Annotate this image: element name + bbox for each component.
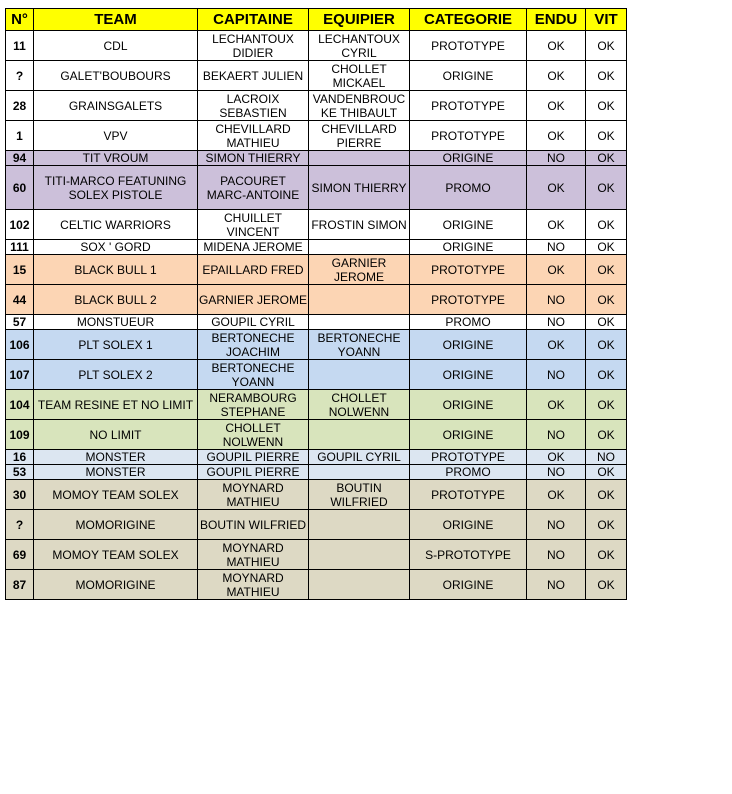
cell-equipier: CHOLLET MICKAEL [309, 61, 410, 91]
cell-endu: NO [527, 151, 586, 166]
cell-number: 69 [6, 540, 34, 570]
table-row [6, 240, 627, 255]
header-equipier: EQUIPIER [309, 9, 410, 31]
cell-vit: OK [586, 390, 627, 420]
header-row [6, 9, 627, 31]
cell-number: 16 [6, 450, 34, 465]
cell-endu: NO [527, 420, 586, 450]
cell-team: VPV [34, 121, 198, 151]
cell-team: MONSTER [34, 450, 198, 465]
cell-endu: NO [527, 465, 586, 480]
table-row [6, 255, 627, 285]
cell-vit: OK [586, 510, 627, 540]
cell-team: GALET'BOUBOURS [34, 61, 198, 91]
cell-vit: NO [586, 450, 627, 465]
cell-equipier [309, 540, 410, 570]
cell-number: 11 [6, 31, 34, 61]
cell-categorie: ORIGINE [410, 390, 527, 420]
cell-categorie: PROMO [410, 166, 527, 210]
header-categorie: CATEGORIE [410, 9, 527, 31]
cell-equipier: SIMON THIERRY [309, 166, 410, 210]
cell-categorie: PROTOTYPE [410, 121, 527, 151]
table-row [6, 540, 627, 570]
cell-vit: OK [586, 315, 627, 330]
cell-team: PLT SOLEX 1 [34, 330, 198, 360]
cell-vit: OK [586, 360, 627, 390]
cell-team: TEAM RESINE ET NO LIMIT [34, 390, 198, 420]
cell-vit: OK [586, 255, 627, 285]
cell-categorie: ORIGINE [410, 420, 527, 450]
table-row [6, 465, 627, 480]
cell-capitaine: GOUPIL PIERRE [198, 450, 309, 465]
cell-team: MOMORIGINE [34, 570, 198, 600]
cell-team: TITI-MARCO FEATUNING SOLEX PISTOLE [34, 166, 198, 210]
cell-team: SOX ' GORD [34, 240, 198, 255]
cell-number: 87 [6, 570, 34, 600]
cell-categorie: PROTOTYPE [410, 285, 527, 315]
cell-equipier [309, 465, 410, 480]
cell-endu: OK [527, 450, 586, 465]
cell-number: 104 [6, 390, 34, 420]
cell-number: 106 [6, 330, 34, 360]
header-endu: ENDU [527, 9, 586, 31]
cell-vit: OK [586, 210, 627, 240]
cell-equipier [309, 151, 410, 166]
cell-team: MOMOY TEAM SOLEX [34, 540, 198, 570]
cell-equipier: CHEVILLARD PIERRE [309, 121, 410, 151]
cell-number: 107 [6, 360, 34, 390]
cell-capitaine: MOYNARD MATHIEU [198, 540, 309, 570]
cell-equipier: FROSTIN SIMON [309, 210, 410, 240]
cell-number: 109 [6, 420, 34, 450]
cell-capitaine: BEKAERT JULIEN [198, 61, 309, 91]
cell-equipier: GARNIER JEROME [309, 255, 410, 285]
cell-number: 30 [6, 480, 34, 510]
cell-vit: OK [586, 330, 627, 360]
table-row [6, 480, 627, 510]
cell-team: PLT SOLEX 2 [34, 360, 198, 390]
table-row [6, 285, 627, 315]
cell-capitaine: BOUTIN WILFRIED [198, 510, 309, 540]
table-row [6, 510, 627, 540]
header-team: TEAM [34, 9, 198, 31]
cell-equipier [309, 240, 410, 255]
cell-team: BLACK BULL 1 [34, 255, 198, 285]
cell-vit: OK [586, 285, 627, 315]
cell-vit: OK [586, 151, 627, 166]
cell-equipier [309, 360, 410, 390]
cell-endu: OK [527, 255, 586, 285]
header-vit: VIT [586, 9, 627, 31]
cell-endu: NO [527, 540, 586, 570]
cell-vit: OK [586, 240, 627, 255]
cell-number: 28 [6, 91, 34, 121]
cell-team: CDL [34, 31, 198, 61]
cell-vit: OK [586, 570, 627, 600]
cell-capitaine: MIDENA JEROME [198, 240, 309, 255]
cell-categorie: PROTOTYPE [410, 450, 527, 465]
cell-equipier [309, 315, 410, 330]
table-row [6, 61, 627, 91]
table-row [6, 121, 627, 151]
cell-vit: OK [586, 31, 627, 61]
cell-endu: OK [527, 31, 586, 61]
cell-capitaine: SIMON THIERRY [198, 151, 309, 166]
cell-endu: NO [527, 360, 586, 390]
cell-categorie: PROTOTYPE [410, 31, 527, 61]
cell-capitaine: LACROIX SEBASTIEN [198, 91, 309, 121]
cell-categorie: S-PROTOTYPE [410, 540, 527, 570]
cell-vit: OK [586, 540, 627, 570]
cell-capitaine: GOUPIL PIERRE [198, 465, 309, 480]
cell-equipier: VANDENBROUCKE THIBAULT [309, 91, 410, 121]
cell-capitaine: PACOURET MARC-ANTOINE [198, 166, 309, 210]
cell-equipier: BOUTIN WILFRIED [309, 480, 410, 510]
table-row [6, 420, 627, 450]
cell-capitaine: GARNIER JEROME [198, 285, 309, 315]
teams-table [5, 8, 627, 600]
table-row [6, 390, 627, 420]
cell-categorie: ORIGINE [410, 240, 527, 255]
cell-team: MOMOY TEAM SOLEX [34, 480, 198, 510]
cell-number: 102 [6, 210, 34, 240]
cell-endu: OK [527, 166, 586, 210]
cell-capitaine: LECHANTOUX DIDIER [198, 31, 309, 61]
cell-vit: OK [586, 166, 627, 210]
table-row [6, 330, 627, 360]
cell-number: 44 [6, 285, 34, 315]
cell-capitaine: GOUPIL CYRIL [198, 315, 309, 330]
cell-capitaine: BERTONECHE JOACHIM [198, 330, 309, 360]
cell-endu: NO [527, 570, 586, 600]
cell-endu: OK [527, 330, 586, 360]
table-row [6, 315, 627, 330]
cell-vit: OK [586, 121, 627, 151]
cell-number: 111 [6, 240, 34, 255]
cell-team: BLACK BULL 2 [34, 285, 198, 315]
cell-team: TIT VROUM [34, 151, 198, 166]
cell-equipier: BERTONECHE YOANN [309, 330, 410, 360]
cell-endu: OK [527, 91, 586, 121]
cell-number: 94 [6, 151, 34, 166]
cell-capitaine: EPAILLARD FRED [198, 255, 309, 285]
table-row [6, 360, 627, 390]
cell-number: ? [6, 510, 34, 540]
cell-capitaine: BERTONECHE YOANN [198, 360, 309, 390]
cell-number: 53 [6, 465, 34, 480]
cell-endu: OK [527, 121, 586, 151]
cell-categorie: ORIGINE [410, 570, 527, 600]
cell-endu: NO [527, 285, 586, 315]
cell-categorie: ORIGINE [410, 151, 527, 166]
cell-categorie: PROMO [410, 465, 527, 480]
cell-endu: NO [527, 315, 586, 330]
cell-team: MOMORIGINE [34, 510, 198, 540]
cell-endu: NO [527, 240, 586, 255]
cell-vit: OK [586, 91, 627, 121]
table-row [6, 450, 627, 465]
cell-team: GRAINSGALETS [34, 91, 198, 121]
cell-capitaine: MOYNARD MATHIEU [198, 570, 309, 600]
cell-capitaine: NERAMBOURG STEPHANE [198, 390, 309, 420]
cell-categorie: PROTOTYPE [410, 255, 527, 285]
table-row [6, 31, 627, 61]
cell-equipier [309, 570, 410, 600]
cell-categorie: ORIGINE [410, 61, 527, 91]
cell-vit: OK [586, 465, 627, 480]
cell-capitaine: MOYNARD MATHIEU [198, 480, 309, 510]
cell-team: MONSTER [34, 465, 198, 480]
cell-endu: OK [527, 390, 586, 420]
cell-team: MONSTUEUR [34, 315, 198, 330]
cell-endu: OK [527, 480, 586, 510]
table-row [6, 151, 627, 166]
cell-equipier: CHOLLET NOLWENN [309, 390, 410, 420]
cell-vit: OK [586, 480, 627, 510]
cell-equipier [309, 420, 410, 450]
cell-endu: NO [527, 510, 586, 540]
cell-categorie: PROTOTYPE [410, 480, 527, 510]
cell-vit: OK [586, 61, 627, 91]
cell-categorie: PROMO [410, 315, 527, 330]
cell-equipier [309, 510, 410, 540]
cell-categorie: ORIGINE [410, 510, 527, 540]
header-number: N° [6, 9, 34, 31]
cell-number: 57 [6, 315, 34, 330]
cell-number: ? [6, 61, 34, 91]
cell-team: NO LIMIT [34, 420, 198, 450]
cell-capitaine: CHOLLET NOLWENN [198, 420, 309, 450]
cell-endu: OK [527, 61, 586, 91]
cell-equipier: GOUPIL CYRIL [309, 450, 410, 465]
cell-endu: OK [527, 210, 586, 240]
cell-team: CELTIC WARRIORS [34, 210, 198, 240]
cell-categorie: PROTOTYPE [410, 91, 527, 121]
table-row [6, 210, 627, 240]
table-row [6, 570, 627, 600]
cell-categorie: ORIGINE [410, 330, 527, 360]
cell-equipier: LECHANTOUX CYRIL [309, 31, 410, 61]
cell-capitaine: CHEVILLARD MATHIEU [198, 121, 309, 151]
table-row [6, 91, 627, 121]
cell-equipier [309, 285, 410, 315]
cell-vit: OK [586, 420, 627, 450]
header-capitaine: CAPITAINE [198, 9, 309, 31]
cell-number: 60 [6, 166, 34, 210]
cell-categorie: ORIGINE [410, 210, 527, 240]
cell-number: 1 [6, 121, 34, 151]
cell-categorie: ORIGINE [410, 360, 527, 390]
cell-capitaine: CHUILLET VINCENT [198, 210, 309, 240]
cell-number: 15 [6, 255, 34, 285]
table-row [6, 166, 627, 210]
